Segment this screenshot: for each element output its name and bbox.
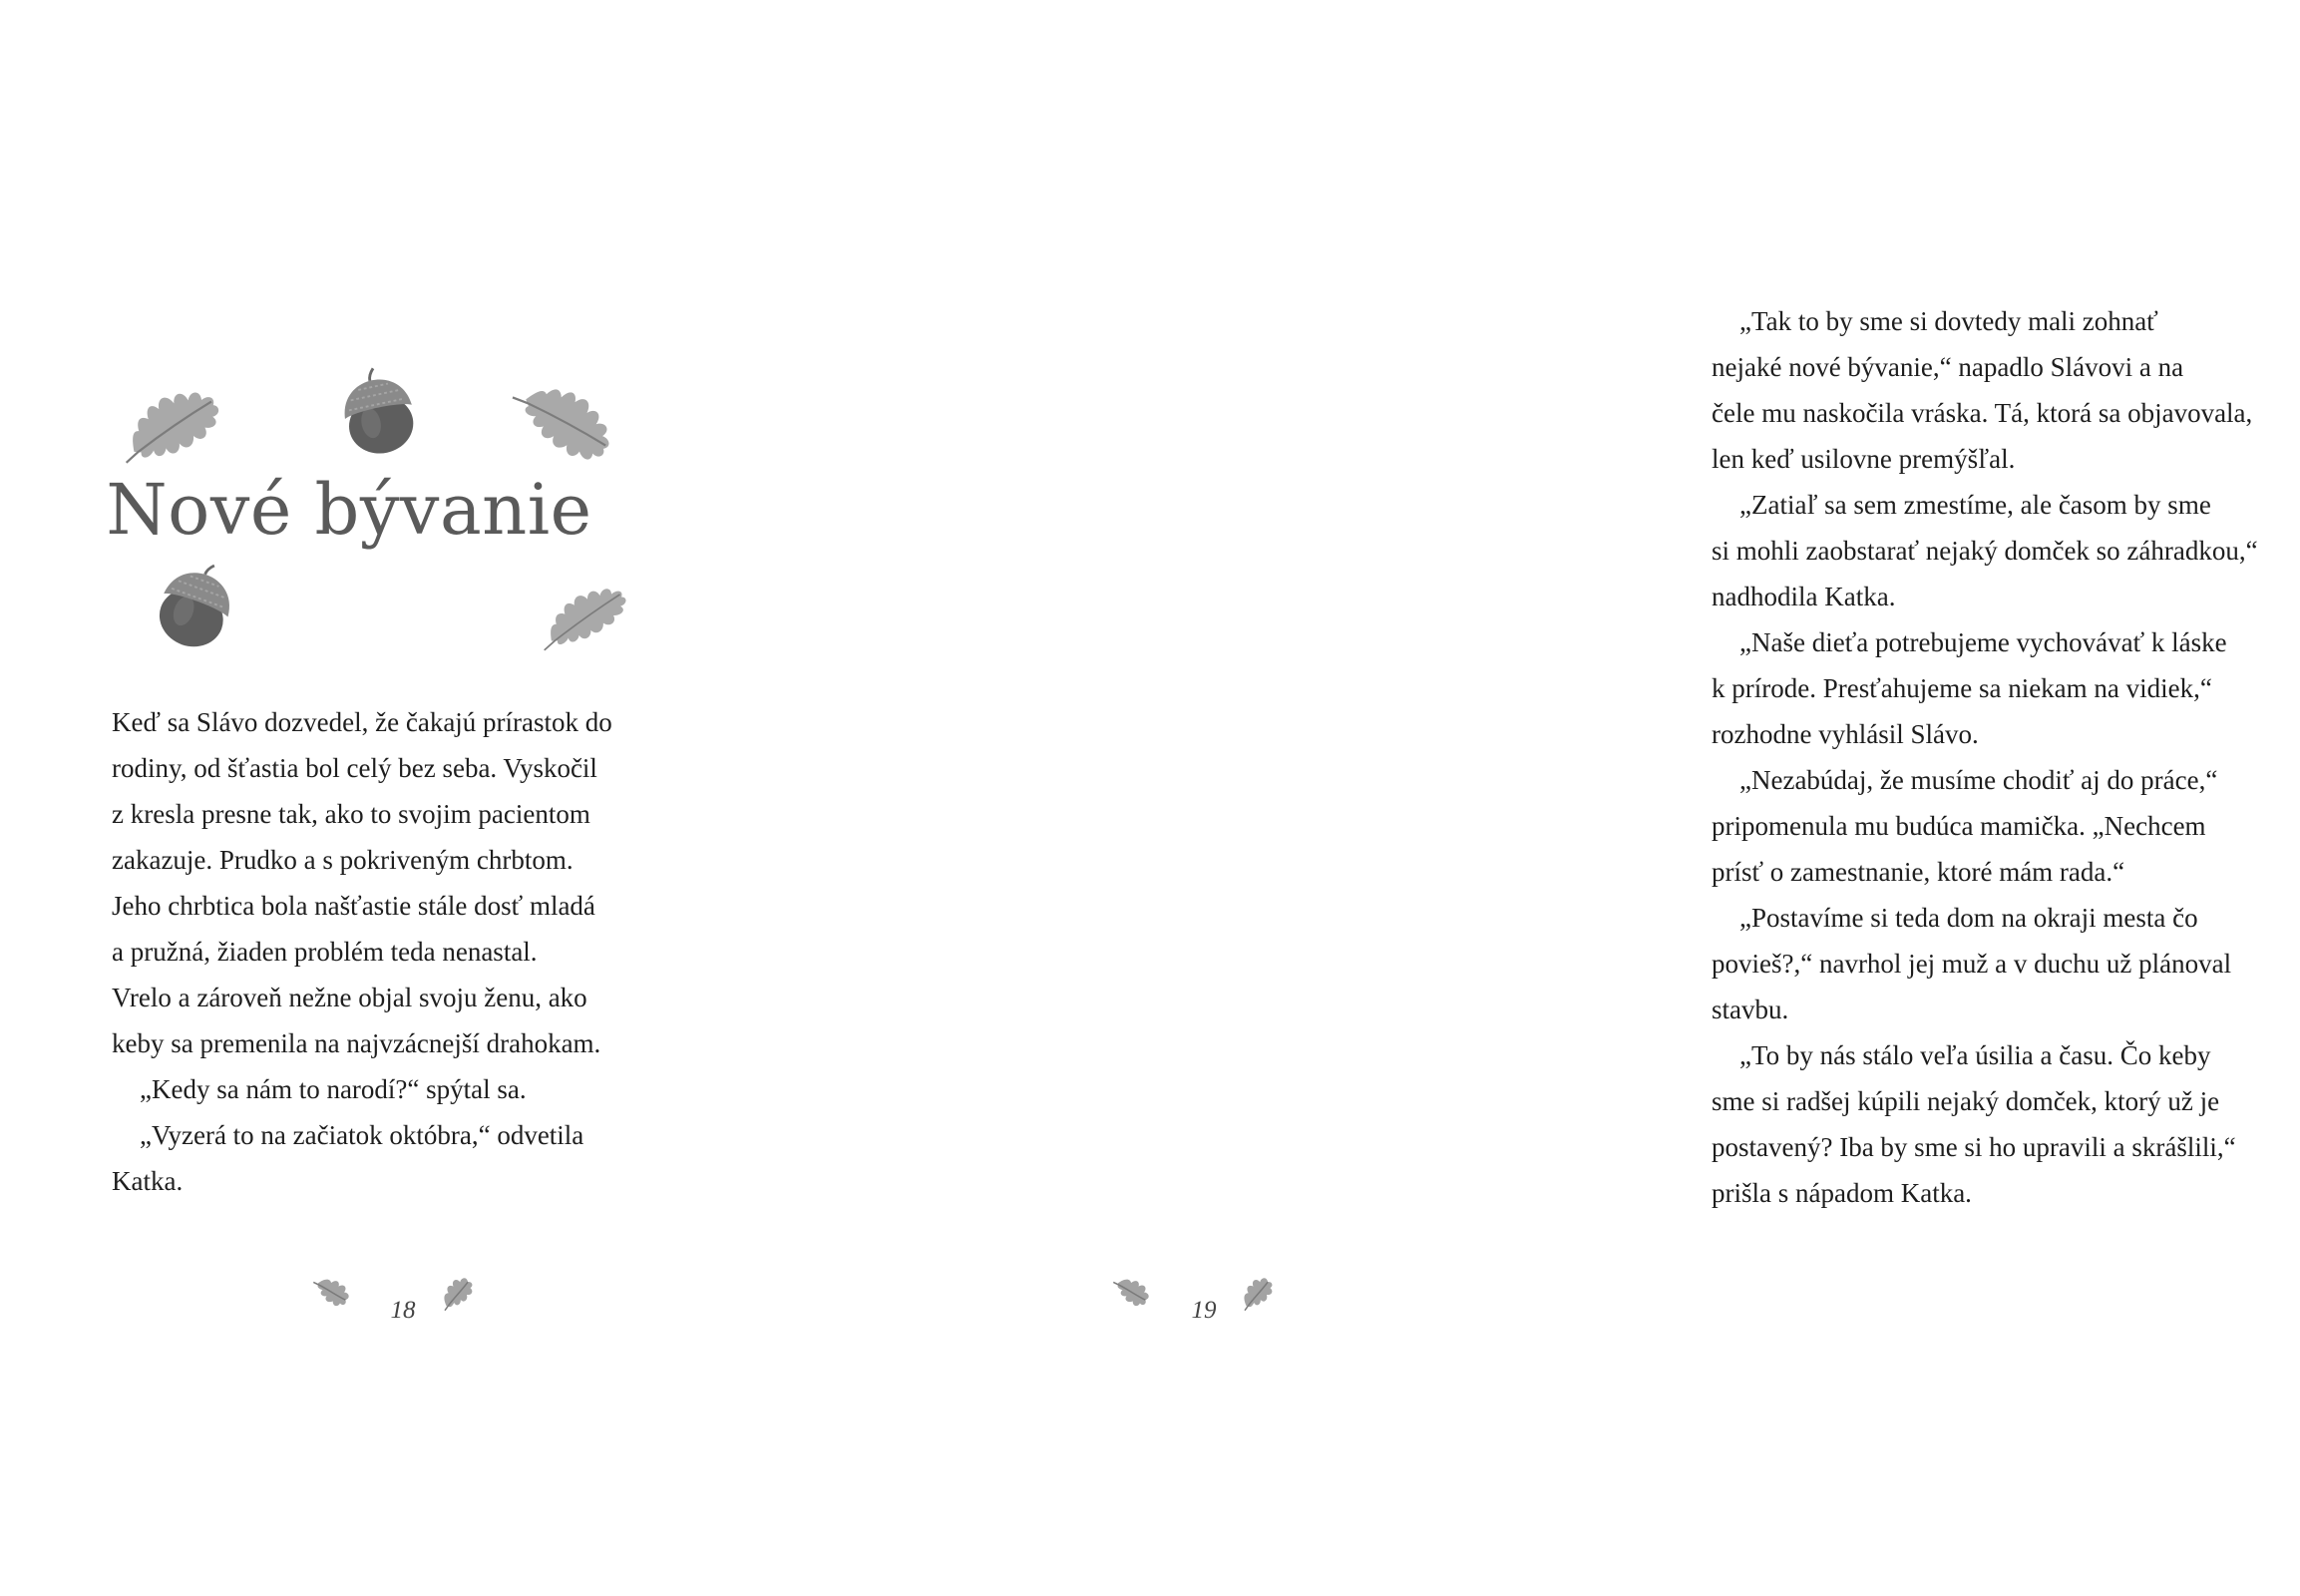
page-number: 19	[1191, 1297, 1217, 1324]
oak-leaf-icon	[509, 377, 628, 467]
right-body-text	[1712, 298, 2300, 1216]
oak-leaf-icon	[309, 1267, 359, 1317]
oak-leaf-icon	[433, 1267, 483, 1317]
text-line: pripomenula mu budúca mamička. „Nechcem	[1712, 811, 2206, 841]
acorn-icon	[154, 561, 239, 646]
page-number: 18	[390, 1297, 416, 1324]
text-line: „Kedy sa nám to narodí?“ spýtal sa.	[140, 1074, 527, 1104]
text-line: čele mu naskočila vráska. Tá, ktorá sa objavovala,	[1712, 398, 2253, 428]
text-line: len keď usilovne premýšľal.	[1712, 444, 2016, 474]
text-line: „Naše dieťa potrebujeme vychovávať k láske	[1739, 627, 2227, 657]
text-line: rozhodne vyhlásil Slávo.	[1712, 719, 1979, 749]
text-line: stavbu.	[1712, 995, 1789, 1024]
text-line: k prírode. Presťahujeme sa niekam na vidiek,“	[1712, 673, 2212, 703]
left-page	[0, 0, 798, 1596]
text-line: postavený? Iba by sme si ho upravili a skrášlili,“	[1712, 1132, 2236, 1162]
text-line: nadhodila Katka.	[1712, 582, 1896, 611]
text-line: Jeho chrbtica bola našťastie stále dosť mladá	[112, 891, 595, 921]
text-line: „Tak to by sme si dovtedy mali zohnať	[1739, 306, 2158, 336]
text-line: a pružná, žiaden problém teda nenastal.	[112, 937, 538, 967]
oak-leaf-icon	[527, 571, 646, 660]
right-page	[798, 0, 2258, 1596]
text-line: „To by nás stálo veľa úsilia a času. Čo keby	[1739, 1040, 2211, 1070]
text-line: „Postavíme si teda dom na okraji mesta čo	[1739, 903, 2198, 933]
text-line: rodiny, od šťastia bol celý bez seba. Vyskočil	[112, 753, 597, 783]
text-line: prišla s nápadom Katka.	[1712, 1178, 1972, 1208]
text-line: Keď sa Slávo dozvedel, že čakajú prírastok do	[112, 707, 612, 737]
text-line: si mohli zaobstarať nejaký domček so záhradkou,“	[1712, 536, 2258, 566]
text-line: „Nezabúdaj, že musíme chodiť aj do práce,“	[1739, 765, 2218, 795]
oak-leaf-icon	[114, 379, 233, 469]
text-line: prísť o zamestnanie, ktoré mám rada.“	[1712, 857, 2125, 887]
text-line: z kresla presne tak, ako to svojim pacientom	[112, 799, 590, 829]
acorn-icon	[335, 367, 421, 453]
text-line: Katka.	[112, 1166, 184, 1196]
oak-leaf-icon	[1109, 1267, 1159, 1317]
text-line: „Zatiaľ sa sem zmestíme, ale časom by sme	[1739, 490, 2211, 520]
text-line: zakazuje. Prudko a s pokriveným chrbtom.	[112, 845, 574, 875]
chapter-title: Nové bývanie	[106, 469, 592, 551]
text-line: sme si radšej kúpili nejaký domček, ktorý už je	[1712, 1086, 2220, 1116]
text-line: keby sa premenila na najvzácnejší drahokam.	[112, 1028, 601, 1058]
text-line: nejaké nové bývanie,“ napadlo Slávovi a na	[1712, 352, 2184, 382]
left-body-text	[112, 699, 690, 1204]
oak-leaf-icon	[1233, 1267, 1283, 1317]
text-line: „Vyzerá to na začiatok októbra,“ odvetila	[140, 1120, 584, 1150]
text-line: povieš?,“ navrhol jej muž a v duchu už plánoval	[1712, 949, 2232, 979]
text-line: Vrelo a zároveň nežne objal svoju ženu, ako	[112, 983, 587, 1012]
